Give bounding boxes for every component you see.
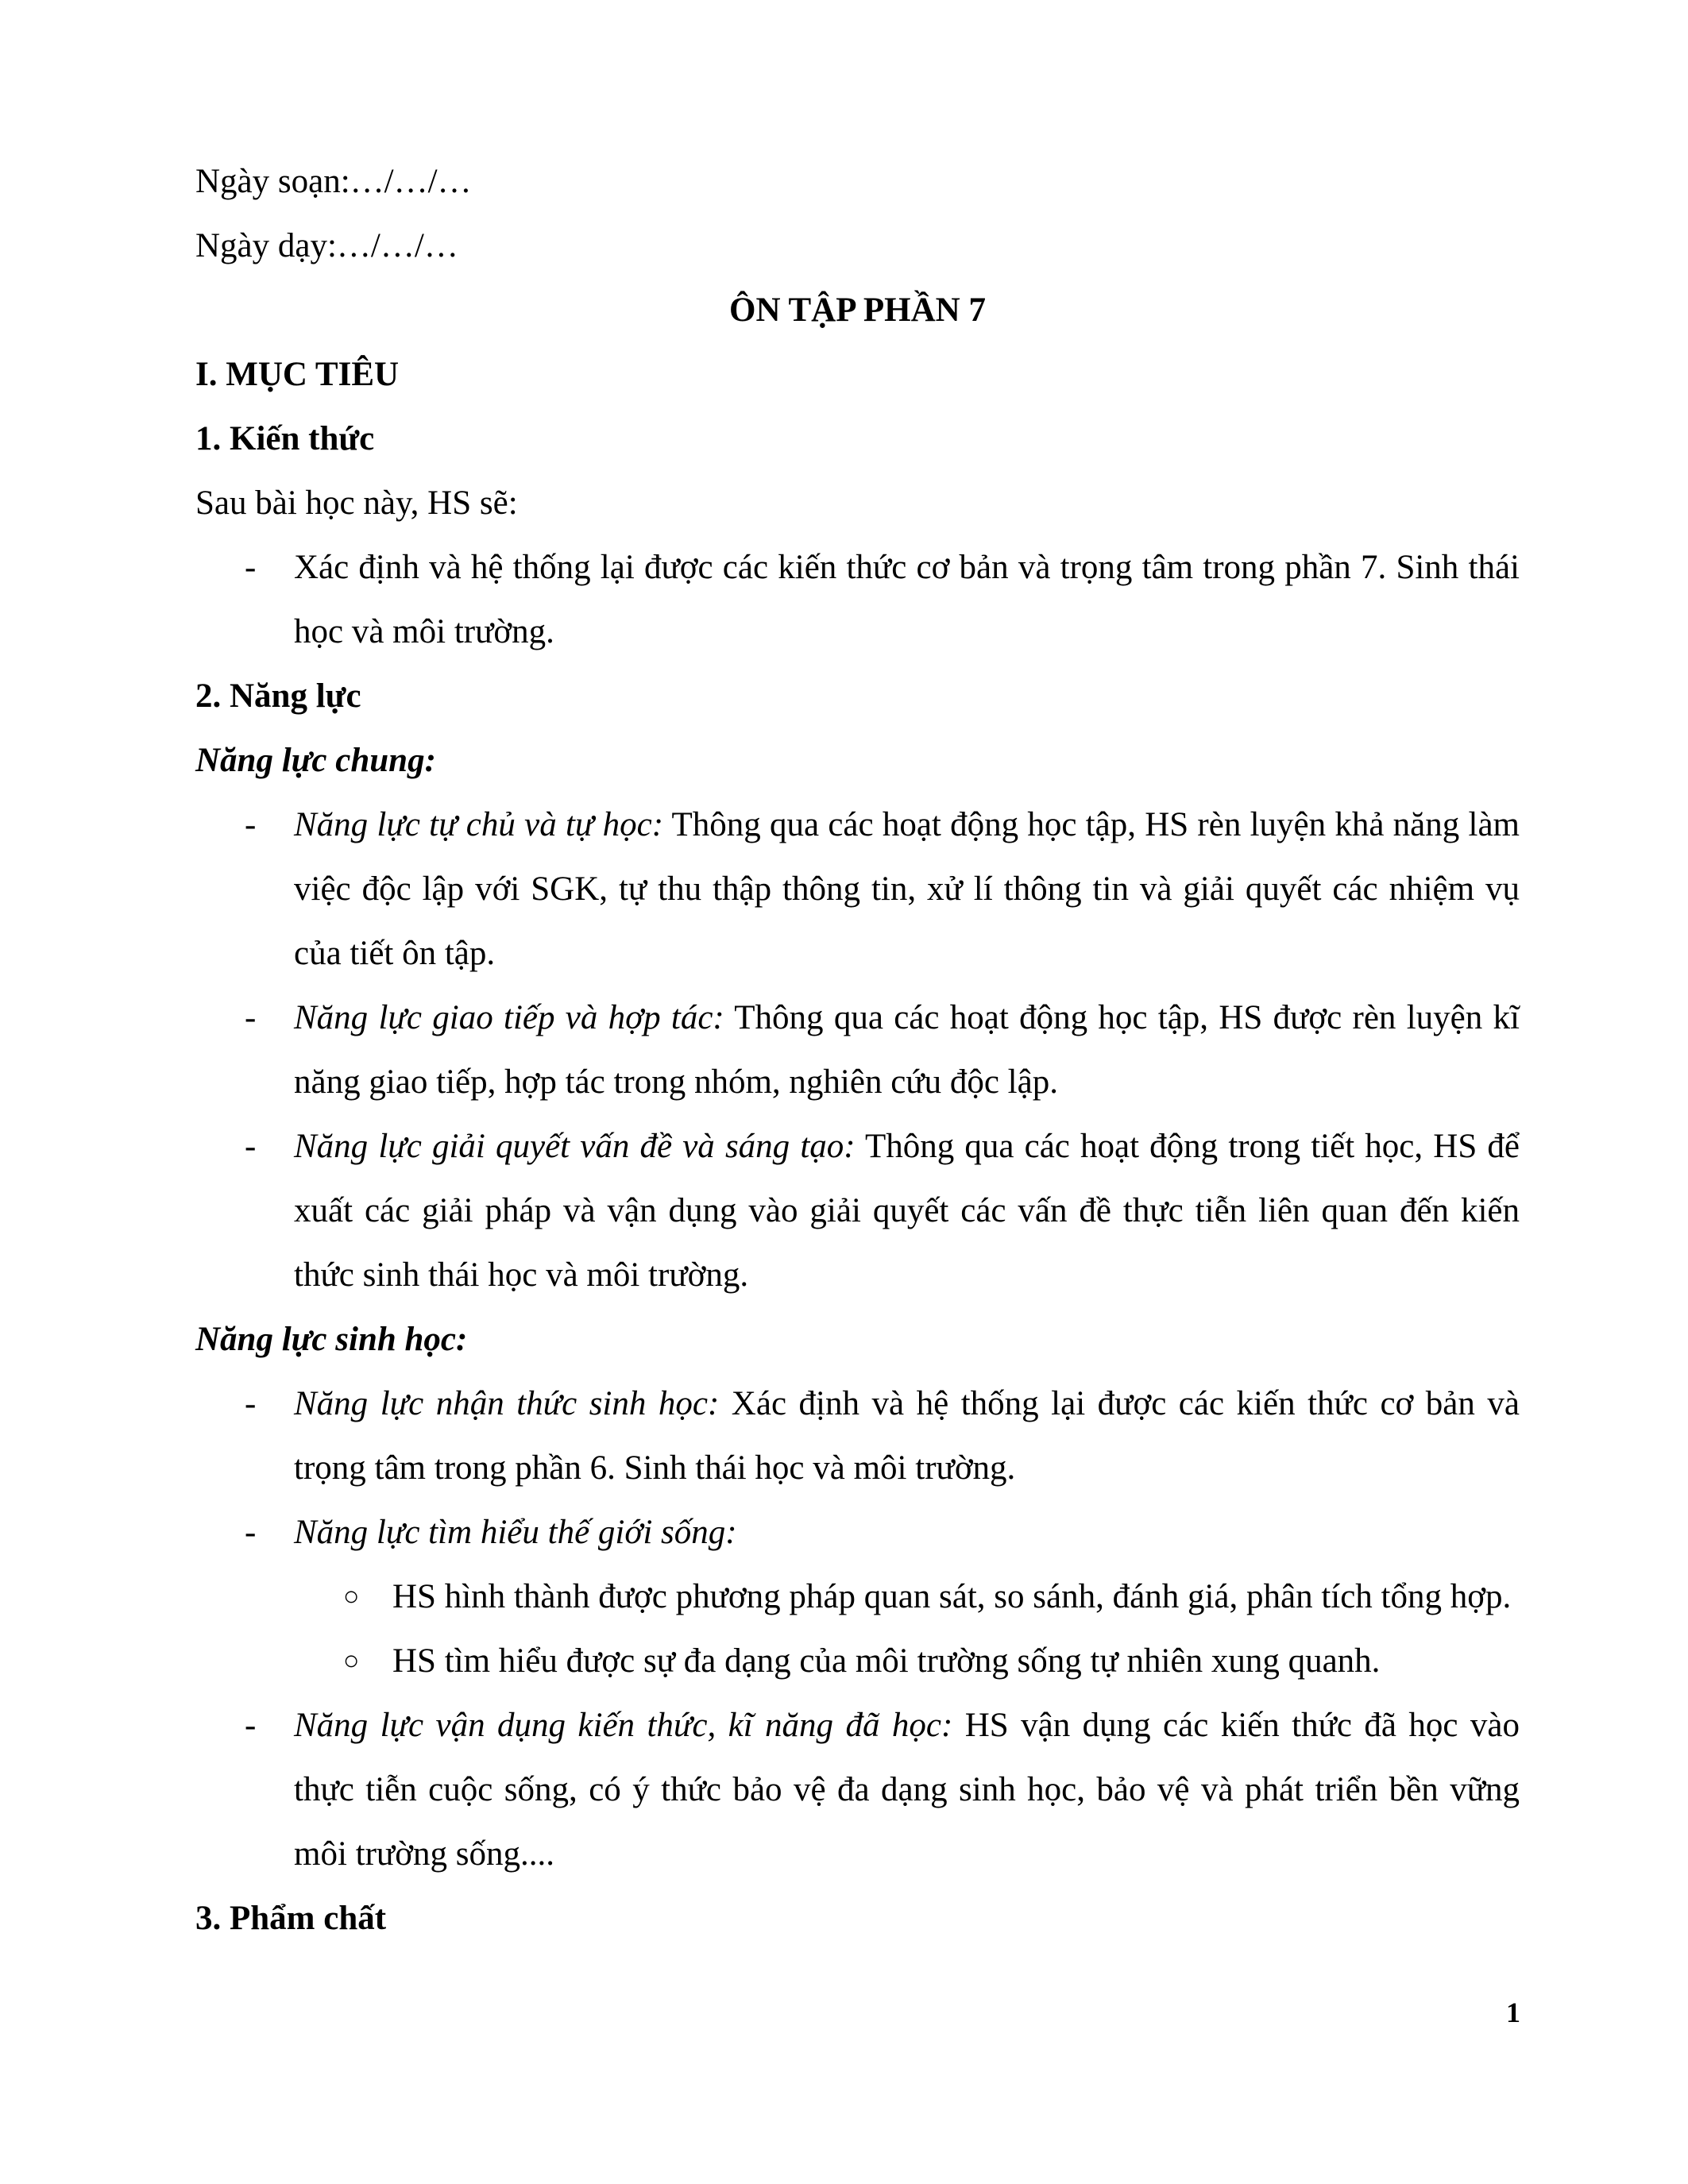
- dash-marker: -: [245, 1385, 257, 1422]
- document-title: ÔN TẬP PHẦN 7: [729, 291, 986, 329]
- subsection-heading-kien-thuc: 1. Kiến thức: [195, 420, 375, 457]
- item-label: Năng lực giao tiếp và hợp tác:: [294, 999, 724, 1036]
- nang-luc-sinh-hoc-item: [195, 1693, 1520, 1886]
- document-page: [195, 149, 1520, 1951]
- kien-thuc-intro: Sau bài học này, HS sẽ:: [195, 484, 518, 522]
- circle-marker: ○: [343, 1582, 360, 1611]
- circle-marker: ○: [343, 1646, 360, 1676]
- ngay-day: Ngày dạy:…/…/…: [195, 227, 458, 264]
- nang-luc-chung-item: [195, 986, 1520, 1114]
- dash-marker: -: [245, 806, 257, 843]
- dash-marker: -: [245, 1514, 257, 1551]
- subsection-heading-pham-chat: 3. Phẩm chất: [195, 1900, 387, 1937]
- dash-marker: -: [245, 549, 257, 586]
- item-text: HS vận dụng các kiến thức đã học vào thực tiễn cuộc sống, có ý thức bảo vệ đa dạng sinh học, bảo vệ và phát triển bền vững môi trường sống....: [294, 1707, 1520, 1873]
- subsection-heading-nang-luc: 2. Năng lực: [195, 677, 361, 715]
- item-text: Thông qua các hoạt động học tập, HS được rèn luyện kĩ năng giao tiếp, hợp tác trong nhóm, nghiên cứu độc lập.: [294, 999, 1520, 1101]
- nang-luc-sinh-hoc-item: [195, 1500, 1520, 1565]
- nang-luc-sinh-hoc-sub-item: ○ HS hình thành được phương pháp quan sát, so sánh, đánh giá, phân tích tổng hợp.: [195, 1565, 1520, 1629]
- nang-luc-chung-item: [195, 793, 1520, 986]
- nang-luc-sinh-hoc-item: [195, 1372, 1520, 1500]
- section-heading-muc-tieu: I. MỤC TIÊU: [195, 356, 400, 393]
- item-label: Năng lực vận dụng kiến thức, kĩ năng đã học:: [294, 1707, 953, 1744]
- dash-marker: -: [245, 999, 257, 1036]
- item-text: Xác định và hệ thống lại được các kiến thức cơ bản và trọng tâm trong phần 6. Sinh thái học và môi trường.: [294, 1385, 1520, 1487]
- item-text: Thông qua các hoạt động học tập, HS rèn luyện khả năng làm việc độc lập với SGK, tự thu thập thông tin, xử lí thông tin và giải quyết các nhiệm vụ của tiết ôn tập.: [294, 806, 1520, 972]
- nang-luc-chung-item: [195, 1114, 1520, 1307]
- item-label: Năng lực tự chủ và tự học:: [294, 806, 664, 843]
- nang-luc-sinh-hoc-sub-item: ○ HS tìm hiểu được sự đa dạng của môi trường sống tự nhiên xung quanh.: [195, 1629, 1520, 1693]
- ngay-soan: Ngày soạn:…/…/…: [195, 163, 472, 200]
- item-label: Năng lực giải quyết vấn đề và sáng tạo:: [294, 1128, 856, 1165]
- kien-thuc-item: - Xác định và hệ thống lại được các kiến thức cơ bản và trọng tâm trong phần 7. Sinh thái học và môi trường.: [195, 535, 1520, 664]
- page-number: 1: [1506, 1997, 1520, 2028]
- item-label: Năng lực tìm hiểu thế giới sống:: [294, 1514, 737, 1551]
- item-label: Năng lực nhận thức sinh học:: [294, 1385, 720, 1422]
- dash-marker: -: [245, 1707, 257, 1744]
- item-text: Thông qua các hoạt động trong tiết học, HS để xuất các giải pháp và vận dụng vào giải quyết các vấn đề thực tiễn liên quan đến kiến thức sinh thái học và môi trường.: [294, 1128, 1520, 1294]
- nang-luc-chung-heading: Năng lực chung:: [195, 742, 436, 779]
- dash-marker: -: [245, 1128, 257, 1165]
- nang-luc-sinh-hoc-heading: Năng lực sinh học:: [195, 1321, 468, 1358]
